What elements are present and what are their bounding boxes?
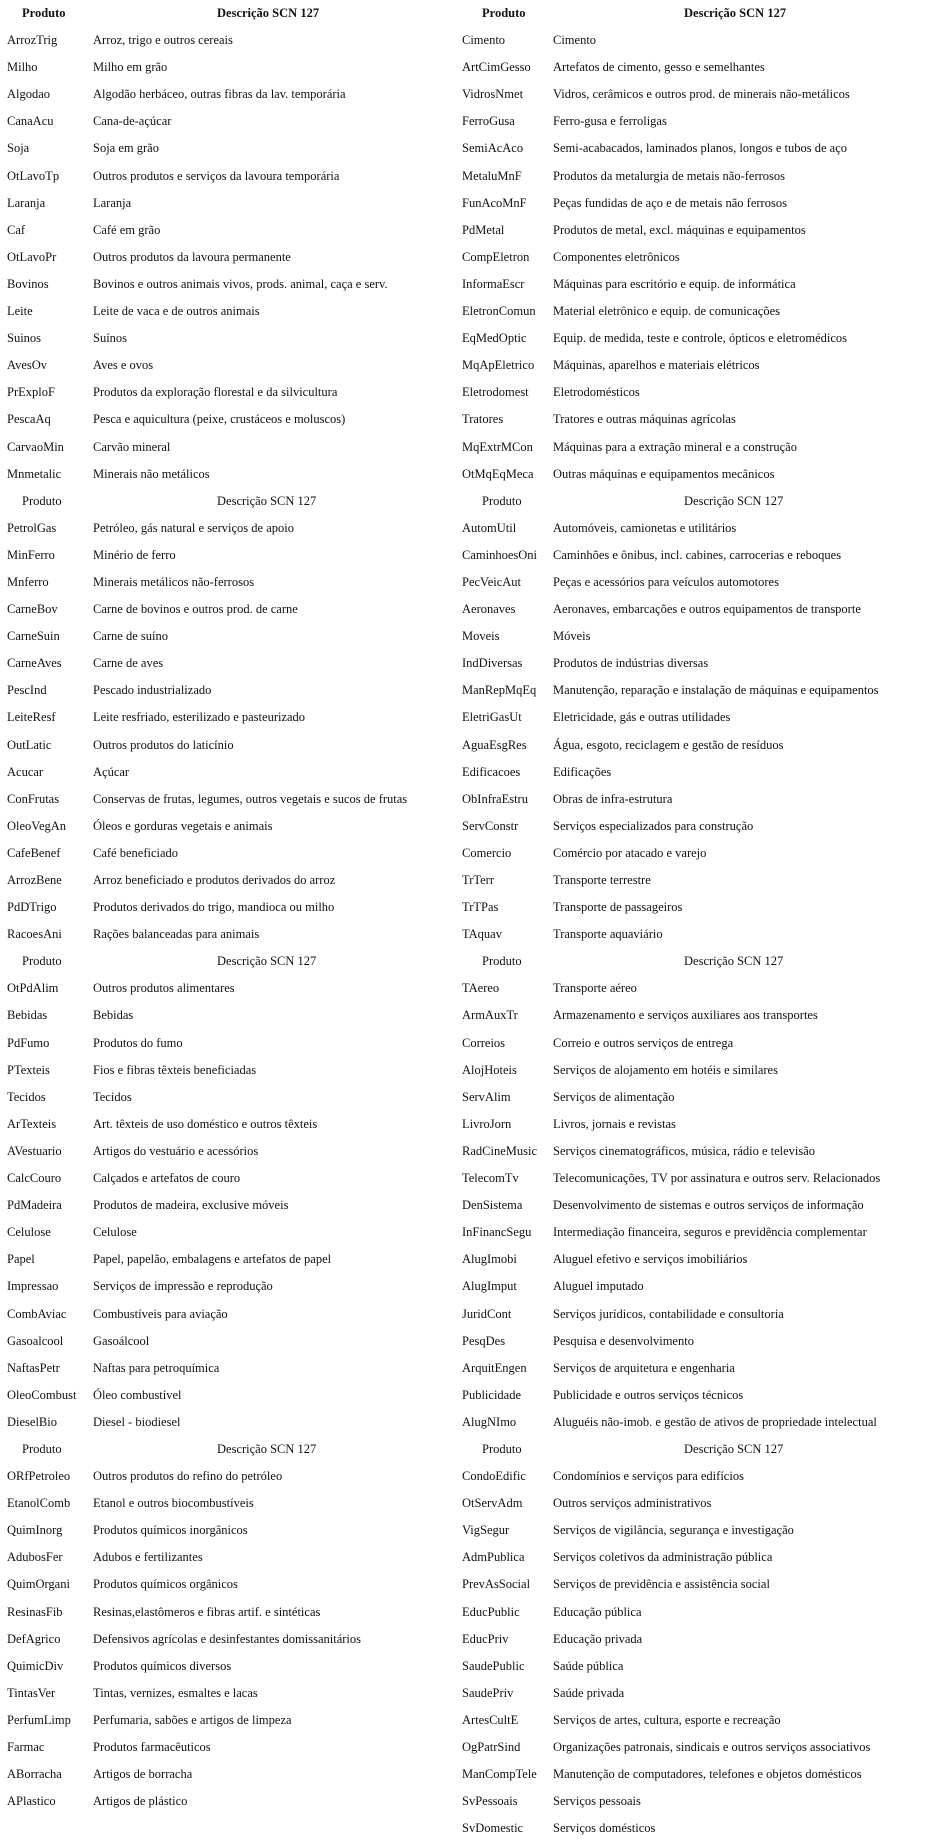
- header-product: Produto: [22, 493, 62, 508]
- product-code: ObInfraEstru: [462, 791, 528, 806]
- product-code: Bovinos: [7, 276, 49, 291]
- product-code: ServAlim: [462, 1089, 511, 1104]
- product-code: Celulose: [7, 1225, 51, 1240]
- product-description: Produtos da exploração florestal e da silvicultura: [93, 385, 338, 400]
- product-description: Artigos de plástico: [93, 1794, 188, 1809]
- product-description: Defensivos agrícolas e desinfestantes domissanitários: [93, 1631, 361, 1646]
- product-code: EtanolComb: [7, 1496, 71, 1511]
- product-description: Pesquisa e desenvolvimento: [553, 1333, 694, 1348]
- product-description: Produtos químicos inorgânicos: [93, 1523, 248, 1538]
- product-description: Serviços de arquitetura e engenharia: [553, 1360, 735, 1375]
- product-description: Café beneficiado: [93, 845, 179, 860]
- product-code: Mnmetalic: [7, 466, 62, 481]
- product-description: Produtos derivados do trigo, mandioca ou milho: [93, 900, 335, 915]
- product-code: ResinasFib: [7, 1604, 63, 1619]
- product-code: QuimicDiv: [7, 1658, 64, 1673]
- product-description: Laranja: [93, 195, 132, 210]
- product-description: Serviços de artes, cultura, esporte e recreação: [553, 1712, 781, 1727]
- product-description: Manutenção, reparação e instalação de máquinas e equipamentos: [553, 683, 879, 698]
- product-code: MetaluMnF: [462, 168, 522, 183]
- product-description: Outros produtos do refino do petróleo: [93, 1469, 283, 1484]
- product-description: Celulose: [93, 1225, 137, 1240]
- product-description: Máquinas, aparelhos e materiais elétricos: [553, 358, 760, 373]
- product-description: Água, esgoto, reciclagem e gestão de resíduos: [553, 737, 784, 752]
- product-code: ArrozTrig: [7, 33, 58, 48]
- product-code: IndDiversas: [462, 656, 523, 671]
- product-code: Caf: [7, 222, 26, 237]
- product-description: Perfumaria, sabões e artigos de limpeza: [93, 1712, 292, 1727]
- product-code: CombAviac: [7, 1306, 67, 1321]
- product-code: ArmAuxTr: [462, 1008, 518, 1023]
- product-code: EqMedOptic: [462, 331, 527, 346]
- product-code: CondoEdific: [462, 1469, 526, 1484]
- product-code: TintasVer: [7, 1685, 56, 1700]
- product-code: OtPdAlim: [7, 981, 59, 996]
- product-code: CafeBenef: [7, 845, 61, 860]
- product-description: Saúde pública: [553, 1658, 624, 1673]
- product-description: Equip. de medida, teste e controle, ópticos e eletromédicos: [553, 331, 848, 346]
- product-description: Saúde privada: [553, 1685, 625, 1700]
- product-code: Correios: [462, 1035, 506, 1050]
- product-code: OtLavoPr: [7, 249, 57, 264]
- product-description: Etanol e outros biocombustíveis: [93, 1496, 254, 1511]
- product-description: Serviços de vigilância, segurança e investigação: [553, 1523, 794, 1538]
- product-description: Produtos de indústrias diversas: [553, 656, 709, 671]
- header-description: Descrição SCN 127: [217, 1441, 317, 1456]
- product-code: AvesOv: [7, 358, 48, 373]
- product-code: ManRepMqEq: [462, 683, 537, 698]
- product-code: PdMetal: [462, 222, 505, 237]
- product-description: Aeronaves, embarcações e outros equipamentos de transporte: [553, 602, 861, 617]
- product-description: Açúcar: [93, 764, 130, 779]
- product-description: Óleos e gorduras vegetais e animais: [93, 818, 273, 833]
- product-code: Publicidade: [462, 1387, 522, 1402]
- product-code: Moveis: [462, 629, 500, 644]
- product-code: ArTexteis: [7, 1116, 57, 1131]
- product-code: PescInd: [7, 683, 47, 698]
- product-code: VidrosNmet: [462, 87, 524, 102]
- product-code: Edificacoes: [462, 764, 521, 779]
- product-description: Automóveis, camionetas e utilitários: [553, 520, 737, 535]
- product-description: Peças e acessórios para veículos automotores: [553, 574, 779, 589]
- product-description: Produtos de metal, excl. máquinas e equipamentos: [553, 222, 806, 237]
- product-description: Outros produtos e serviços da lavoura temporária: [93, 168, 340, 183]
- product-code: EletriGasUt: [462, 710, 522, 725]
- product-code: OleoCombust: [7, 1387, 77, 1402]
- product-code: FunAcoMnF: [462, 195, 527, 210]
- product-description: Eletrodomésticos: [553, 385, 640, 400]
- product-code: Suinos: [7, 331, 42, 346]
- product-code: CarneBov: [7, 602, 58, 617]
- product-description: Leite resfriado, esterilizado e pasteurizado: [93, 710, 306, 725]
- product-description: Ferro-gusa e ferroligas: [553, 114, 667, 129]
- product-description: Café em grão: [93, 222, 161, 237]
- product-description: Arroz, trigo e outros cereais: [93, 33, 233, 48]
- product-description: Óleo combustível: [93, 1387, 182, 1402]
- product-code: DenSistema: [462, 1198, 523, 1213]
- product-code: APlastico: [7, 1794, 56, 1809]
- product-description: Educação pública: [553, 1604, 642, 1619]
- header-product: Produto: [22, 954, 62, 969]
- product-code: TrTerr: [462, 873, 494, 887]
- product-description: Componentes eletrônicos: [553, 249, 680, 264]
- product-description: Semi-acabacados, laminados planos, longos e tubos de aço: [553, 141, 848, 156]
- product-code: AdubosFer: [7, 1550, 63, 1565]
- product-description: Minério de ferro: [93, 547, 176, 562]
- product-description: Publicidade e outros serviços técnicos: [553, 1387, 744, 1402]
- product-code: Algodao: [7, 87, 51, 102]
- product-description: Outros produtos do laticínio: [93, 737, 234, 752]
- header-product: Produto: [482, 954, 522, 969]
- header-description: Descrição SCN 127: [217, 493, 317, 508]
- product-code: RacoesAni: [7, 927, 62, 942]
- product-description: Carne de suíno: [93, 629, 168, 644]
- product-description: Art. têxteis de uso doméstico e outros têxteis: [93, 1116, 318, 1131]
- product-description: Bovinos e outros animais vivos, prods. animal, caça e serv.: [93, 276, 388, 291]
- product-code: JuridCont: [462, 1306, 512, 1321]
- product-code: ArtesCultE: [462, 1712, 519, 1727]
- product-code: Laranja: [7, 195, 46, 210]
- product-code: SemiAcAco: [462, 141, 524, 156]
- product-description: Resinas,elastômeros e fibras artif. e sintéticas: [93, 1604, 321, 1619]
- product-code: OutLatic: [7, 737, 52, 752]
- product-description: Produtos de madeira, exclusive móveis: [93, 1198, 289, 1213]
- product-description: Pesca e aquicultura (peixe, crustáceos e moluscos): [93, 412, 346, 427]
- product-code: Gasoalcool: [7, 1333, 64, 1348]
- product-code: PTexteis: [7, 1062, 50, 1077]
- product-description: Diesel - biodiesel: [93, 1414, 181, 1429]
- product-code: DieselBio: [7, 1414, 57, 1429]
- product-description: Outras máquinas e equipamentos mecânicos: [553, 466, 775, 481]
- product-code: OtServAdm: [462, 1496, 523, 1511]
- product-code: LivroJorn: [462, 1116, 512, 1131]
- product-description: Transporte aéreo: [553, 981, 637, 996]
- product-description: Produtos do fumo: [93, 1035, 183, 1050]
- product-description: Rações balanceadas para animais: [93, 927, 260, 942]
- product-code: TAereo: [462, 981, 500, 996]
- product-code: MqApEletrico: [462, 358, 535, 373]
- product-code: Papel: [7, 1252, 35, 1267]
- product-description: Serviços domésticos: [553, 1821, 656, 1836]
- product-description: Naftas para petroquímica: [93, 1360, 220, 1375]
- product-description: Cana-de-açúcar: [93, 114, 172, 129]
- product-description: Aluguel imputado: [553, 1279, 644, 1294]
- product-description: Organizações patronais, sindicais e outros serviços associativos: [553, 1740, 871, 1754]
- product-code: QuimOrgani: [7, 1577, 70, 1592]
- product-description: Pescado industrializado: [93, 683, 212, 698]
- product-code: RadCineMusic: [462, 1143, 537, 1158]
- product-description: Combustíveis para aviação: [93, 1306, 228, 1321]
- product-description: Artigos de borracha: [93, 1767, 193, 1782]
- product-code: EducPublic: [462, 1604, 520, 1619]
- product-code: CalcCouro: [7, 1171, 62, 1186]
- product-description: Serviços cinematográficos, música, rádio e televisão: [553, 1143, 816, 1158]
- product-description: Produtos químicos orgânicos: [93, 1577, 238, 1592]
- header-product: Produto: [482, 1441, 522, 1456]
- product-code: MinFerro: [7, 547, 55, 562]
- product-description: Outros produtos alimentares: [93, 981, 235, 996]
- product-description: Correio e outros serviços de entrega: [553, 1035, 734, 1050]
- product-description: Artefatos de cimento, gesso e semelhantes: [553, 60, 765, 75]
- product-code: Leite: [7, 304, 33, 319]
- product-description: Comércio por atacado e varejo: [553, 845, 707, 860]
- product-code: PrExploF: [7, 385, 55, 400]
- product-description: Material eletrônico e equip. de comunicações: [553, 304, 780, 319]
- product-code: LeiteResf: [7, 710, 56, 725]
- product-code: PdFumo: [7, 1035, 50, 1050]
- product-code: PecVeicAut: [462, 574, 522, 589]
- product-description: Algodão herbáceo, outras fibras da lav. temporária: [93, 87, 346, 102]
- product-code: CarvaoMin: [7, 439, 64, 454]
- product-code: PesqDes: [462, 1333, 506, 1348]
- product-description: Gasoálcool: [93, 1333, 150, 1348]
- product-description: Máquinas para a extração mineral e a construção: [553, 439, 797, 454]
- product-description: Armazenamento e serviços auxiliares aos transportes: [553, 1008, 818, 1023]
- product-code: ManCompTele: [462, 1767, 537, 1782]
- product-description: Carvão mineral: [93, 439, 171, 454]
- header-description: Descrição SCN 127: [684, 6, 787, 20]
- product-description: Transporte de passageiros: [553, 900, 683, 915]
- product-description: Petróleo, gás natural e serviços de apoio: [93, 520, 294, 535]
- product-code: Bebidas: [7, 1008, 48, 1023]
- product-description: Serviços de alimentação: [553, 1089, 675, 1104]
- product-description: Desenvolvimento de sistemas e outros serviços de informação: [553, 1198, 864, 1213]
- product-code: ABorracha: [7, 1767, 62, 1782]
- product-code: AlugImput: [462, 1279, 517, 1294]
- product-description: Fios e fibras têxteis beneficiadas: [93, 1062, 257, 1077]
- header-description: Descrição SCN 127: [217, 954, 317, 969]
- product-code: PerfumLimp: [7, 1712, 71, 1727]
- product-code: CompEletron: [462, 249, 530, 264]
- product-description: Transporte aquaviário: [553, 927, 663, 942]
- header-product: Produto: [22, 1441, 62, 1456]
- product-code: PescaAq: [7, 412, 51, 427]
- product-code: AVestuario: [7, 1143, 62, 1158]
- product-code: Acucar: [7, 764, 44, 779]
- header-product: Produto: [482, 6, 526, 20]
- product-code: PdDTrigo: [7, 900, 57, 915]
- product-description: Transporte terrestre: [553, 873, 651, 887]
- product-description: Telecomunicações, TV por assinatura e outros serv. Relacionados: [553, 1171, 881, 1186]
- product-code: MqExtrMCon: [462, 439, 533, 454]
- product-code: Tratores: [462, 412, 504, 427]
- product-code: AlugImobi: [462, 1252, 517, 1267]
- header-description: Descrição SCN 127: [684, 1441, 784, 1456]
- product-description: Bebidas: [93, 1008, 134, 1023]
- product-code: TelecomTv: [462, 1171, 519, 1186]
- header-product: Produto: [482, 493, 522, 508]
- header-product: Produto: [22, 6, 66, 20]
- product-code: Soja: [7, 141, 30, 156]
- product-code: AlugNImo: [462, 1414, 517, 1429]
- product-code: EducPriv: [462, 1631, 509, 1646]
- header-description: Descrição SCN 127: [684, 493, 784, 508]
- product-code: Milho: [7, 60, 38, 75]
- product-code: QuimInorg: [7, 1523, 63, 1538]
- product-code: Eletrodomest: [462, 385, 529, 400]
- product-description: Peças fundidas de aço e de metais não ferrosos: [553, 195, 787, 210]
- product-description: Vidros, cerâmicos e outros prod. de minerais não-metálicos: [553, 87, 850, 102]
- product-code: FerroGusa: [462, 114, 515, 129]
- product-description: Outros serviços administrativos: [553, 1496, 712, 1511]
- product-description: Carne de aves: [93, 656, 164, 671]
- product-code: CarneAves: [7, 656, 62, 671]
- product-description: Minerais metálicos não-ferrosos: [93, 574, 255, 589]
- product-description: Serviços de previdência e assistência social: [553, 1577, 770, 1592]
- product-code: OleoVegAn: [7, 818, 67, 833]
- product-code: Aeronaves: [462, 602, 516, 617]
- product-description: Educação privada: [553, 1631, 643, 1646]
- product-code: ORfPetroleo: [7, 1469, 71, 1484]
- product-code: EletronComun: [462, 304, 536, 319]
- product-description: Serviços especializados para construção: [553, 818, 754, 833]
- product-description: Condomínios e serviços para edifícios: [553, 1469, 744, 1484]
- product-code: InformaEscr: [462, 276, 525, 291]
- product-code: AguaEsgRes: [462, 737, 527, 752]
- product-code: ArrozBene: [7, 873, 62, 887]
- product-description: Serviços coletivos da administração pública: [553, 1550, 773, 1565]
- product-code: Farmac: [7, 1740, 45, 1754]
- product-description: Arroz beneficiado e produtos derivados do arroz: [93, 873, 336, 887]
- product-description: Serviços pessoais: [553, 1794, 641, 1809]
- product-description: Serviços de alojamento em hotéis e similares: [553, 1062, 778, 1077]
- product-description: Tintas, vernizes, esmaltes e lacas: [93, 1685, 258, 1700]
- product-description: Tecidos: [93, 1089, 132, 1104]
- product-code: TAquav: [462, 927, 502, 942]
- product-code: CanaAcu: [7, 114, 54, 129]
- product-description: Máquinas para escritório e equip. de informática: [553, 276, 796, 291]
- product-code: SaudePriv: [462, 1685, 514, 1700]
- product-code: Impressao: [7, 1279, 59, 1294]
- product-code: ArquitEngen: [462, 1360, 527, 1375]
- product-code: AdmPublica: [462, 1550, 525, 1565]
- product-code: Tecidos: [7, 1089, 46, 1104]
- product-description: Soja em grão: [93, 141, 159, 156]
- header-description: Descrição SCN 127: [684, 954, 784, 969]
- product-description: Obras de infra-estrutura: [553, 791, 673, 806]
- product-description: Aves e ovos: [93, 358, 154, 373]
- product-description: Intermediação financeira, seguros e previdência complementar: [553, 1225, 867, 1240]
- product-description: Carne de bovinos e outros prod. de carne: [93, 602, 298, 617]
- header-description: Descrição SCN 127: [217, 6, 320, 20]
- product-description: Artigos do vestuário e acessórios: [93, 1143, 259, 1158]
- product-description: Papel, papelão, embalagens e artefatos de papel: [93, 1252, 332, 1267]
- product-code: CarneSuin: [7, 629, 60, 644]
- product-code: ServConstr: [462, 818, 519, 833]
- product-code: InFinancSegu: [462, 1225, 532, 1240]
- product-description: Suínos: [93, 331, 128, 346]
- product-description: Adubos e fertilizantes: [93, 1550, 203, 1565]
- product-code: PdMadeira: [7, 1198, 62, 1213]
- product-code: DefAgrico: [7, 1631, 61, 1646]
- product-code: CaminhoesOni: [462, 547, 537, 562]
- product-description: Serviços de impressão e reprodução: [93, 1279, 273, 1294]
- product-description: Calçados e artefatos de couro: [93, 1171, 241, 1186]
- product-code: SvDomestic: [462, 1821, 524, 1836]
- product-code: ConFrutas: [7, 791, 60, 806]
- product-description: Leite de vaca e de outros animais: [93, 304, 260, 319]
- product-code: VigSegur: [462, 1523, 510, 1538]
- product-description: Serviços jurídicos, contabilidade e consultoria: [553, 1306, 784, 1321]
- product-description: Aluguéis não-imob. e gestão de ativos de propriedade intelectual: [553, 1414, 877, 1429]
- product-description: Produtos da metalurgia de metais não-ferrosos: [553, 168, 786, 183]
- product-code: PrevAsSocial: [462, 1577, 531, 1592]
- product-description: Aluguel efetivo e serviços imobiliários: [553, 1252, 748, 1267]
- product-code: AlojHoteis: [462, 1062, 517, 1077]
- product-code: SaudePublic: [462, 1658, 525, 1673]
- product-code: OtLavoTp: [7, 168, 60, 183]
- product-description: Móveis: [553, 629, 591, 644]
- product-code: OtMqEqMeca: [462, 466, 534, 481]
- product-description: Livros, jornais e revistas: [553, 1116, 676, 1131]
- product-description: Produtos químicos diversos: [93, 1658, 232, 1673]
- product-description: Cimento: [553, 33, 597, 48]
- product-description: Edificações: [553, 764, 612, 779]
- product-code: Cimento: [462, 33, 506, 48]
- product-description: Minerais não metálicos: [93, 466, 210, 481]
- product-description: Manutenção de computadores, telefones e objetos domésticos: [553, 1767, 862, 1782]
- product-description: Caminhões e ônibus, incl. cabines, carrocerias e reboques: [553, 547, 842, 562]
- product-description: Milho em grão: [93, 60, 168, 75]
- product-description: Tratores e outras máquinas agrícolas: [553, 412, 736, 427]
- product-description: Outros produtos da lavoura permanente: [93, 249, 291, 264]
- product-description: Conservas de frutas, legumes, outros vegetais e sucos de frutas: [93, 791, 408, 806]
- product-code: TrTPas: [462, 900, 499, 915]
- product-code: SvPessoais: [462, 1794, 518, 1809]
- product-code: Mnferro: [7, 574, 49, 589]
- product-code: ArtCimGesso: [462, 60, 531, 75]
- product-code: Comercio: [462, 845, 512, 860]
- product-code: PetrolGas: [7, 520, 57, 535]
- product-code: NaftasPetr: [7, 1360, 60, 1375]
- product-code: OgPatrSind: [462, 1740, 521, 1754]
- product-description: Produtos farmacêuticos: [93, 1740, 211, 1754]
- product-description: Eletricidade, gás e outras utilidades: [553, 710, 731, 725]
- product-code: AutomUtil: [462, 520, 517, 535]
